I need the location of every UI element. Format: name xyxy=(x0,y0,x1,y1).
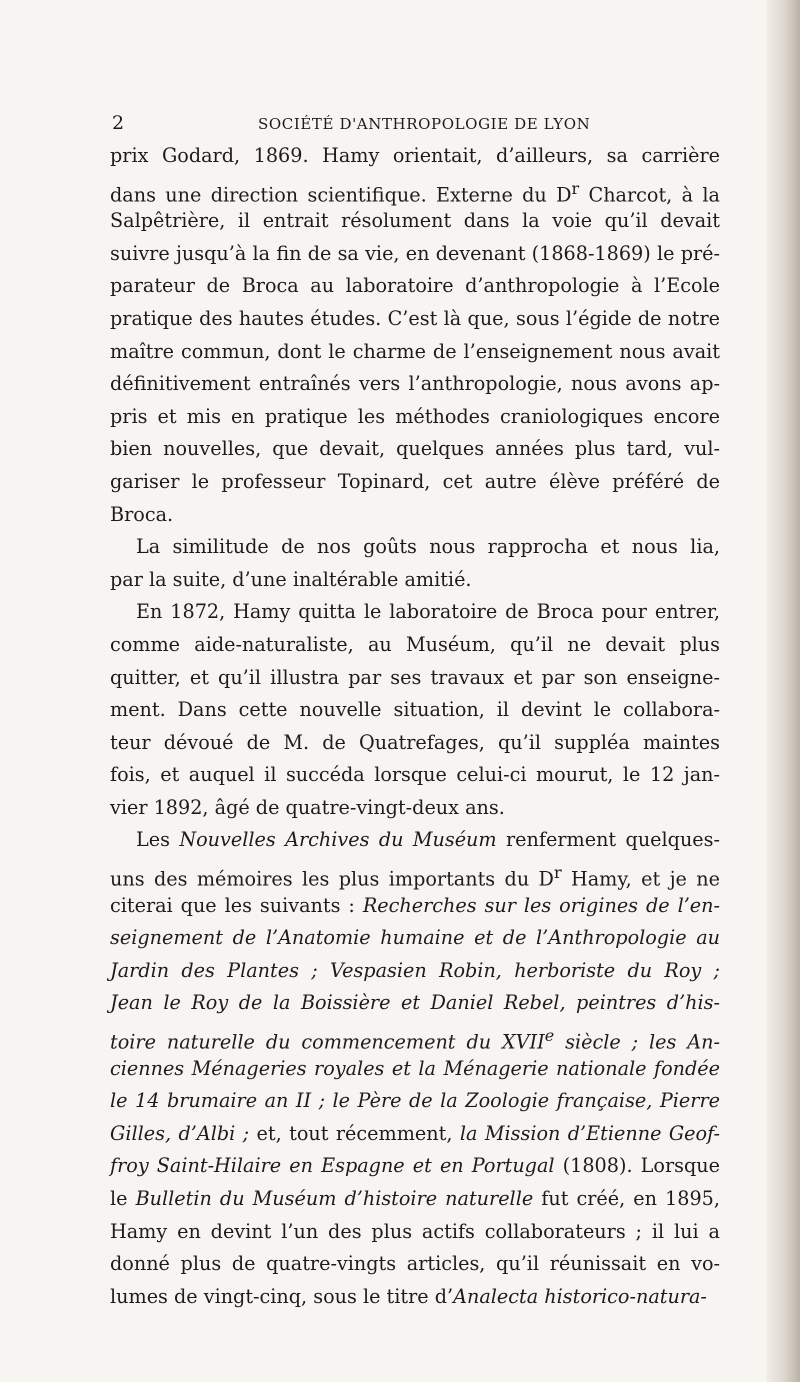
text-run: parateur de Broca au laboratoire d’anthropologie à l’Ecole xyxy=(110,274,720,298)
italic-title: Gilles, d’Albi ; xyxy=(110,1121,250,1145)
text-run: le xyxy=(110,1187,136,1210)
text-line xyxy=(110,596,720,629)
italic-title: Bulletin du Muséum d’histoire naturelle xyxy=(135,1187,534,1210)
italic-title: seignement de l’Anatomie humaine et de l’Anthropologie au xyxy=(110,926,720,950)
text-run: renferment quelques- xyxy=(496,828,720,852)
text-line xyxy=(110,564,720,597)
text-run: ment. Dans cette nouvelle situation, il devint le collabora- xyxy=(110,698,720,722)
italic-title: Jean le Roy de la Boissière et Daniel Rebel, peintres d’his- xyxy=(110,991,720,1015)
text-run: En 1872, Hamy quitta le laboratoire de Broca pour entrer, xyxy=(136,600,720,624)
text-run: citerai que les suivants : xyxy=(110,893,363,917)
text-line xyxy=(110,662,720,695)
text-run: Hamy en devint l’un des plus actifs collaborateurs ; il lui a xyxy=(110,1219,720,1243)
text-line xyxy=(110,890,720,923)
text-line xyxy=(110,792,720,825)
italic-title: la Mission d’Etienne Geof- xyxy=(459,1121,720,1145)
body-text xyxy=(110,140,720,1313)
text-line xyxy=(110,987,720,1020)
text-run: donné plus de quatre-vingts articles, qu’il réunissait en vo- xyxy=(110,1252,720,1276)
text-run: fois, et auquel il succéda lorsque celui-ci mourut, le 12 jan- xyxy=(110,763,720,787)
text-run: et, tout récemment, xyxy=(249,1121,460,1145)
text-run: quitter, et qu’il illustra par ses travaux et par son enseigne- xyxy=(110,665,720,689)
text-line xyxy=(110,531,720,564)
text-line xyxy=(110,857,720,890)
text-run: lumes de vingt-cinq, sous le titre d’ xyxy=(110,1284,454,1308)
text-line xyxy=(110,1248,720,1281)
text-line xyxy=(110,824,720,857)
text-line xyxy=(110,1216,720,1249)
superscript: e xyxy=(544,1026,555,1046)
text-run: Hamy, et je ne xyxy=(561,867,720,891)
page-number: 2 xyxy=(112,112,125,134)
text-line xyxy=(110,955,720,988)
text-run: pris et mis en pratique les méthodes craniologiques encore xyxy=(110,404,720,428)
text-run: La similitude de nos goûts nous rapprocha et nous lia, xyxy=(136,535,720,559)
text-line xyxy=(110,727,720,760)
italic-title: Jardin des Plantes ; Vespasien Robin, herboriste du Roy ; xyxy=(110,958,720,982)
italic-title: le 14 brumaire an II ; le Père de la Zoologie française, Pierre xyxy=(110,1089,720,1113)
text-line xyxy=(110,238,720,271)
text-run: gariser le professeur Topinard, cet autre élève préféré de xyxy=(110,469,720,493)
text-run: Les xyxy=(136,828,180,852)
text-run: maître commun, dont le charme de l’enseignement nous avait xyxy=(110,339,720,363)
italic-title: toire naturelle du commencement du XVII xyxy=(110,1030,545,1054)
superscript: r xyxy=(571,178,580,198)
text-line xyxy=(110,368,720,401)
text-line xyxy=(110,173,720,206)
text-line xyxy=(110,401,720,434)
text-line xyxy=(110,759,720,792)
text-run: dans une direction scientifique. Externe du D xyxy=(110,182,572,206)
text-line xyxy=(110,205,720,238)
text-line xyxy=(110,1183,720,1216)
text-run: définitivement entraînés vers l’anthropologie, nous avons ap- xyxy=(110,372,720,396)
text-run: Charcot, à la xyxy=(579,182,720,206)
text-run: bien nouvelles, que devait, quelques années plus tard, vul- xyxy=(110,437,720,461)
italic-title: ciennes Ménageries royales et la Ménagerie nationale fondée xyxy=(110,1056,720,1080)
text-line xyxy=(110,694,720,727)
text-run: uns des mémoires les plus importants du D xyxy=(110,867,554,891)
text-line xyxy=(110,499,720,532)
text-line xyxy=(110,1118,720,1151)
italic-title: siècle ; les An- xyxy=(554,1030,720,1054)
text-line xyxy=(110,1085,720,1118)
text-line xyxy=(110,140,720,173)
text-run: prix Godard, 1869. Hamy orientait, d’ailleurs, sa carrière xyxy=(110,144,720,167)
italic-title: froy Saint-Hilaire en Espagne et en Portugal xyxy=(110,1154,555,1178)
text-run: pratique des hautes études. C’est là que, sous l’égide de notre xyxy=(110,306,720,330)
text-run: par la suite, d’une inaltérable amitié. xyxy=(110,567,472,591)
text-run: fut créé, en 1895, xyxy=(533,1187,720,1210)
text-run: vier 1892, âgé de quatre-vingt-deux ans. xyxy=(110,795,505,819)
italic-title: Analecta historico-natura- xyxy=(453,1284,707,1308)
superscript: r xyxy=(553,863,562,883)
text-line xyxy=(110,433,720,466)
text-line xyxy=(110,466,720,499)
italic-title: Nouvelles Archives du Muséum xyxy=(179,828,497,852)
text-line xyxy=(110,336,720,369)
text-line xyxy=(110,1281,720,1314)
text-line xyxy=(110,629,720,662)
text-line xyxy=(110,1053,720,1086)
text-run: (1808). Lorsque xyxy=(554,1154,720,1178)
text-line xyxy=(110,922,720,955)
text-run: suivre jusqu’à la fin de sa vie, en devenant (1868-1869) le pré- xyxy=(110,241,720,265)
text-line xyxy=(110,270,720,303)
text-line xyxy=(110,303,720,336)
page-edge-shadow xyxy=(766,0,800,1382)
text-run: comme aide-naturaliste, au Muséum, qu’il ne devait plus xyxy=(110,632,720,656)
text-line xyxy=(110,1150,720,1183)
text-line xyxy=(110,1020,720,1053)
running-title: SOCIÉTÉ D'ANTHROPOLOGIE DE LYON xyxy=(258,115,591,133)
text-run: Salpêtrière, il entrait résolument dans la voie qu’il devait xyxy=(110,209,720,233)
text-run: Broca. xyxy=(110,502,174,526)
text-run: teur dévoué de M. de Quatrefages, qu’il suppléa maintes xyxy=(110,730,720,754)
italic-title: Recherches sur les origines de l’en- xyxy=(362,893,721,917)
